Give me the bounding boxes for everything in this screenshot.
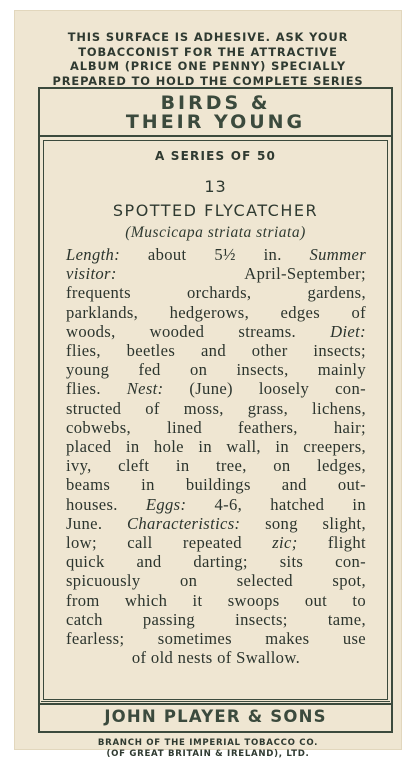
- description-line: [66, 418, 366, 437]
- description-line: [66, 379, 366, 398]
- latin-name: (Muscicapa striata striata): [125, 224, 306, 241]
- description-line: [66, 322, 366, 341]
- description-line: [66, 360, 366, 379]
- cigarette-card-back: [14, 10, 402, 759]
- description-text: quick and darting; sits con-: [66, 552, 366, 572]
- description-line: [66, 341, 366, 360]
- description-line: [66, 648, 366, 667]
- description-text: placed in hole in wall, in creepers,: [66, 437, 366, 457]
- description-heading: Diet:: [330, 321, 366, 341]
- card-number: 13: [204, 177, 227, 196]
- description-text: spicuously on selected spot,: [66, 571, 366, 591]
- description-line: [66, 456, 366, 475]
- description-line: [66, 514, 366, 533]
- description-text: from which it swoops out to: [66, 590, 366, 610]
- description-text: flies, beetles and other insects;: [66, 341, 366, 361]
- description-text: 4-6, hatched in: [186, 494, 366, 514]
- adhesive-notice-line: ALBUM (PRICE ONE PENNY) SPECIALLY: [70, 59, 346, 73]
- description-text: (June) loosely con-: [163, 379, 366, 399]
- description-text: flies.: [66, 379, 127, 399]
- description-text: low; call repeated: [66, 533, 273, 553]
- description-line: [66, 591, 366, 610]
- description-text: song slight,: [240, 513, 366, 533]
- description-line: [66, 571, 366, 590]
- description-heading: zic;: [272, 533, 298, 553]
- description-text: June.: [66, 513, 127, 533]
- description-text: of old nests of Swallow.: [131, 648, 301, 668]
- description-text: cobwebs, lined feathers, hair;: [66, 417, 366, 437]
- description-text: April-September;: [116, 264, 366, 284]
- adhesive-notice-line: THIS SURFACE IS ADHESIVE. ASK YOUR: [67, 30, 349, 44]
- branch-note-line: BRANCH OF THE IMPERIAL TOBACCO CO.: [97, 738, 319, 748]
- description-line: [66, 552, 366, 571]
- description-text: houses.: [66, 494, 146, 514]
- series-title-line: BIRDS &: [160, 92, 271, 114]
- description-heading: Nest:: [126, 379, 164, 399]
- description-line: [66, 533, 366, 552]
- manufacturer-name: JOHN PLAYER & SONS: [38, 705, 393, 733]
- content-frame: [38, 87, 393, 705]
- description-text: flight: [297, 533, 366, 553]
- branch-note: [14, 738, 402, 760]
- description-text: ivy, cleft in tree, on ledges,: [66, 456, 366, 476]
- description-line: [66, 495, 366, 514]
- description-line: [66, 437, 366, 456]
- description-heading: Summer: [309, 245, 366, 264]
- description-panel: [43, 140, 388, 700]
- description-line: [66, 475, 366, 494]
- description-line: [66, 245, 366, 264]
- description-text: young fed on insects, mainly: [66, 360, 366, 380]
- description-text: frequents orchards, gardens,: [66, 283, 366, 303]
- description-line: [66, 283, 366, 302]
- bird-name: SPOTTED FLYCATCHER: [112, 201, 319, 220]
- description-text: parklands, hedgerows, edges of: [66, 302, 366, 322]
- description-line: [66, 629, 366, 648]
- adhesive-notice-line: PREPARED TO HOLD THE COMPLETE SERIES: [52, 73, 364, 88]
- description-line: [66, 303, 366, 322]
- description-text: about 5½ in.: [120, 245, 310, 264]
- description-text: fearless; sometimes makes use: [66, 629, 366, 649]
- description-heading: Length:: [66, 245, 121, 264]
- description-text: beams in buildings and out-: [66, 475, 366, 495]
- description-text: structed of moss, grass, lichens,: [66, 398, 366, 418]
- series-count: A SERIES OF 50: [154, 149, 277, 163]
- description-text: woods, wooded streams.: [66, 321, 331, 341]
- description-line: [66, 610, 366, 629]
- description-line: [66, 399, 366, 418]
- description-text: catch passing insects; tame,: [66, 609, 366, 629]
- series-title-line: THEIR YOUNG: [125, 111, 306, 133]
- description-heading: Characteristics:: [126, 513, 241, 533]
- description-line: [66, 264, 366, 283]
- series-title: [40, 89, 391, 137]
- description-heading: Eggs:: [145, 494, 187, 514]
- bird-description: [66, 245, 366, 667]
- description-heading: visitor:: [66, 264, 117, 284]
- branch-note-line: (OF GREAT BRITAIN & IRELAND), LTD.: [106, 749, 310, 759]
- adhesive-notice-line: TOBACCONIST FOR THE ATTRACTIVE: [78, 44, 338, 59]
- adhesive-notice: [14, 30, 402, 88]
